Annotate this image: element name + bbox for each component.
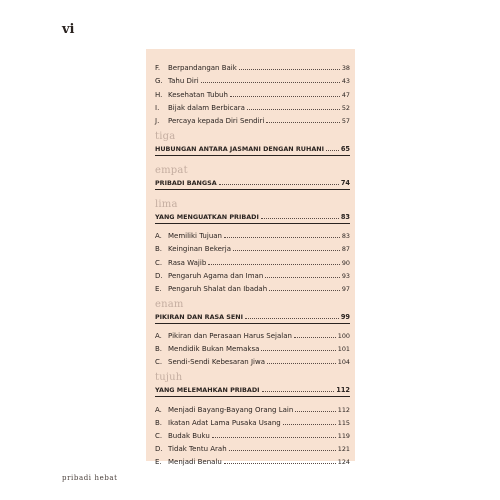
dot-leader	[283, 424, 336, 425]
toc-entry	[155, 414, 350, 427]
entry-title: Bijak dalam Berbicara	[168, 103, 245, 112]
chapter-page: 112	[336, 386, 350, 395]
entry-letter: B.	[155, 345, 163, 354]
dot-leader	[224, 463, 336, 464]
chapter-page: 65	[340, 144, 350, 153]
chapter-name: tujuh	[155, 372, 183, 384]
entry-page: 121	[337, 445, 350, 454]
entry-page: 100	[337, 332, 350, 341]
dot-leader	[294, 337, 336, 338]
entry-title: Menjadi Benalu	[168, 458, 222, 467]
toc-entry	[155, 280, 350, 293]
entry-page: 83	[341, 232, 350, 241]
toc-entry	[155, 327, 350, 340]
entry-page: 43	[341, 77, 350, 86]
entry-title: Pengaruh Agama dan Iman	[168, 271, 264, 280]
entry-title: Percaya kepada Diri Sendiri	[168, 116, 265, 125]
entry-page: 104	[337, 358, 350, 367]
running-footer: pribadi hebat	[62, 474, 118, 482]
chapter-title-row	[155, 210, 350, 221]
dot-leader	[229, 450, 336, 451]
chapter-name: empat	[155, 164, 188, 176]
entry-letter: G.	[155, 77, 163, 86]
toc-entry	[155, 85, 350, 98]
chapter-name: lima	[155, 198, 178, 210]
dot-leader	[266, 122, 339, 123]
dot-leader	[201, 82, 340, 83]
entry-letter: D.	[155, 271, 163, 280]
entry-title: Pengaruh Shalat dan Ibadah	[168, 284, 268, 293]
spacer	[155, 293, 350, 297]
entry-title: Kesehatan Tubuh	[168, 90, 228, 99]
entry-page: 90	[341, 258, 350, 267]
entry-page: 93	[341, 271, 350, 280]
entry-letter: H.	[155, 90, 163, 99]
toc-entry	[155, 440, 350, 453]
entry-letter: A.	[155, 405, 162, 414]
entry-title: Keinginan Bekerja	[168, 245, 232, 254]
toc-entry	[155, 267, 350, 280]
entry-title: Berpandangan Baik	[168, 64, 237, 73]
entry-page: 112	[337, 405, 350, 414]
toc-entry	[155, 253, 350, 266]
entry-page: 47	[341, 90, 350, 99]
entry-title: Rasa Wajib	[168, 258, 207, 267]
dot-leader	[239, 69, 340, 70]
entry-letter: E.	[155, 284, 162, 293]
dot-leader	[265, 277, 340, 278]
entry-letter: F.	[155, 64, 161, 73]
chapter-title: PRIBADI BANGSA	[155, 178, 217, 187]
chapter-title: HUBUNGAN ANTARA JASMANI DENGAN RUHANI	[155, 144, 325, 153]
dot-leader	[208, 264, 340, 265]
chapter-rule	[155, 189, 350, 190]
dot-leader	[326, 150, 339, 151]
entry-page: 115	[337, 418, 350, 427]
toc-entry	[155, 227, 350, 240]
entry-letter: J.	[155, 116, 160, 125]
dot-leader	[230, 96, 340, 97]
chapter-rule	[155, 223, 350, 224]
chapter-title: YANG MENGUATKAN PRIBADI	[155, 212, 259, 221]
dot-leader	[219, 184, 339, 185]
toc-entry	[155, 427, 350, 440]
chapter-title-row	[155, 142, 350, 153]
chapter-rule	[155, 396, 350, 397]
entry-title: Tidak Tentu Arah	[168, 445, 227, 454]
entry-page: 97	[341, 284, 350, 293]
entry-page: 119	[337, 432, 350, 440]
entry-page: 57	[341, 116, 350, 125]
entry-title: Tahu Diri	[168, 77, 199, 86]
entry-page: 87	[341, 245, 350, 254]
chapter-rule	[155, 323, 350, 324]
chapter-rule	[155, 155, 350, 156]
toc-entry	[155, 340, 350, 353]
chapter-block	[155, 125, 350, 156]
entry-letter: C.	[155, 358, 163, 367]
toc-entry	[155, 240, 350, 253]
dot-leader	[212, 437, 336, 438]
toc-entry	[155, 353, 350, 366]
page-number: vi	[62, 22, 75, 37]
chapter-block	[155, 193, 350, 293]
entry-title: Budak Buku	[168, 432, 210, 440]
dot-leader	[233, 250, 340, 251]
dot-leader	[261, 218, 339, 219]
entry-letter: I.	[155, 103, 160, 112]
entry-letter: B.	[155, 418, 163, 427]
toc-entry	[155, 72, 350, 85]
chapter-page: 83	[340, 212, 350, 221]
chapter-page: 99	[340, 312, 350, 321]
chapter-title: YANG MELEMAHKAN PRIBADI	[155, 386, 260, 395]
table-of-contents	[146, 49, 355, 467]
chapter-title-row	[155, 176, 350, 187]
spacer	[155, 366, 350, 370]
chapter-title-row	[155, 383, 350, 394]
spacer	[155, 159, 350, 163]
entry-title: Ikatan Adat Lama Pusaka Usang	[168, 418, 281, 427]
dot-leader	[247, 109, 340, 110]
entry-letter: C.	[155, 432, 163, 440]
entry-title: Memiliki Tujuan	[168, 232, 222, 241]
entry-letter: A.	[155, 232, 162, 241]
spacer	[155, 125, 350, 129]
dot-leader	[245, 318, 339, 319]
chapter-block	[155, 293, 350, 367]
entry-page: 124	[337, 458, 350, 467]
dot-leader	[224, 237, 340, 238]
chapter-title: PIKIRAN DAN RASA SENI	[155, 312, 243, 321]
entry-title: Menjadi Bayang-Bayang Orang Lain	[168, 405, 294, 414]
entry-letter: D.	[155, 445, 163, 454]
spacer	[155, 193, 350, 197]
entry-title: Pikiran dan Perasaan Harus Sejalan	[168, 332, 292, 341]
entry-letter: C.	[155, 258, 163, 267]
toc-entry	[155, 400, 350, 413]
entry-letter: B.	[155, 245, 163, 254]
toc-entry	[155, 112, 350, 125]
dot-leader	[267, 363, 336, 364]
entry-page: 38	[341, 64, 350, 73]
intro-entries	[155, 59, 350, 125]
dot-leader	[261, 350, 335, 351]
entry-page: 101	[337, 345, 350, 354]
dot-leader	[269, 290, 340, 291]
entry-page: 52	[341, 103, 350, 112]
dot-leader	[295, 411, 336, 412]
dot-leader	[262, 391, 335, 392]
chapter-name: tiga	[155, 130, 176, 142]
entry-letter: A.	[155, 332, 162, 341]
entry-title: Mendidik Bukan Memaksa	[168, 345, 260, 354]
chapter-list	[155, 125, 350, 466]
toc-entry	[155, 59, 350, 72]
entry-letter: E.	[155, 458, 162, 467]
chapter-block	[155, 159, 350, 190]
chapter-page: 74	[340, 178, 350, 187]
chapter-title-row	[155, 310, 350, 321]
toc-entry	[155, 453, 350, 466]
toc-entry	[155, 99, 350, 112]
chapter-block	[155, 366, 350, 466]
chapter-name: enam	[155, 298, 184, 310]
entry-title: Sendi-Sendi Kebesaran Jiwa	[168, 358, 265, 367]
